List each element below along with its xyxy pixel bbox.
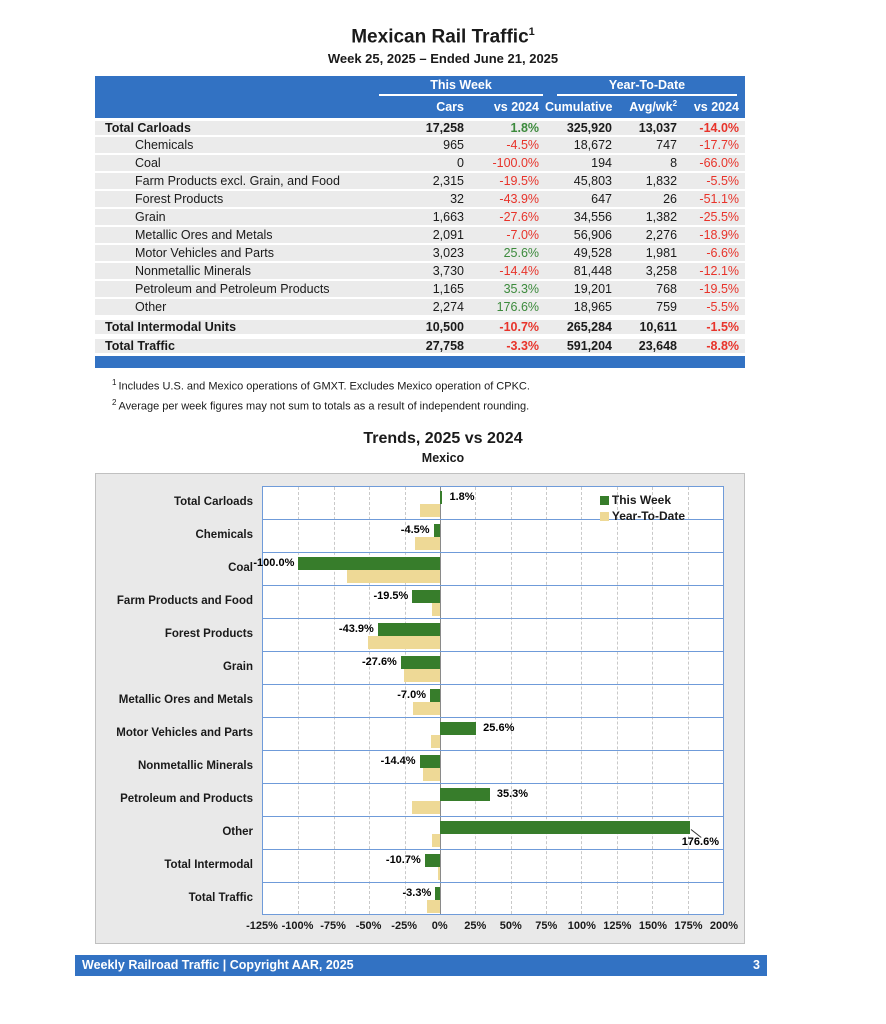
bar-year-to-date	[423, 768, 440, 781]
table-row: Total Carloads 17,258 1.8% 325,920 13,037 -14.0%	[95, 118, 745, 137]
bar-year-to-date	[427, 900, 439, 913]
bar-this-week	[435, 887, 440, 900]
x-tick-label: -25%	[391, 919, 417, 932]
x-tick-label: -50%	[355, 919, 382, 932]
x-tick-label: 125%	[603, 919, 632, 932]
column-header-ytd-vs-2024: vs 2024	[683, 98, 745, 118]
chart-category-label: Farm Products and Food	[116, 595, 253, 608]
traffic-table-section	[95, 76, 745, 368]
bar-value-label: -100.0%	[253, 556, 295, 569]
footer-text: Weekly Railroad Traffic | Copyright AAR, 2025	[82, 958, 354, 973]
chart-band	[253, 553, 723, 586]
table-row: Forest Products 32 -43.9% 647 26 -51.1%	[95, 191, 745, 209]
bar-year-to-date	[432, 603, 440, 616]
bar-year-to-date	[347, 570, 440, 583]
table-row: Metallic Ores and Metals 2,091 -7.0% 56,906 2,276 -18.9%	[95, 227, 745, 245]
bar-value-label: -3.3%	[402, 886, 432, 899]
column-header-avg-per-week: Avg/$wk^2$	[618, 98, 683, 118]
chart-plot-area	[253, 486, 724, 915]
table-row: Total Traffic 27,758 -3.3% 591,204 23,648 -8.8%	[95, 336, 745, 355]
bar-value-label: -43.9%	[338, 622, 374, 635]
chart-band	[263, 685, 723, 718]
header-spacer	[95, 98, 375, 118]
chart-category-label: Forest Products	[164, 628, 253, 641]
page-title-text: Mexican Rail Traffic	[351, 26, 529, 48]
table-row: Farm Products excl. Grain, and Food 2,315 -19.5% 45,803 1,832 -5.5%	[95, 173, 745, 191]
chart-category-label: Total Traffic	[188, 892, 253, 905]
chart-subtitle: Mexico	[421, 450, 465, 465]
year-to-date-swatch	[600, 512, 609, 521]
traffic-table	[95, 76, 745, 355]
bar-year-to-date	[438, 867, 440, 880]
chart-band	[263, 784, 723, 817]
x-tick-label: -100%	[281, 919, 314, 932]
table-row: Petroleum and Petroleum Products 1,165 35.3% 19,201 768 -19.5%	[95, 281, 745, 299]
footnote-2: $^2$ Average per week figures may not sum to totals as a result of independent rounding.	[112, 397, 530, 413]
bar-value-label: -19.5%	[373, 589, 409, 602]
bar-year-to-date	[415, 537, 440, 550]
chart-band	[263, 520, 723, 553]
page-title	[351, 26, 535, 48]
chart-category-label: Nonmetallic Minerals	[137, 760, 253, 773]
table-row: Nonmetallic Minerals 3,730 -14.4% 81,448 3,258 -12.1%	[95, 263, 745, 281]
page-footer	[75, 955, 767, 976]
x-tick-label: 0%	[431, 919, 448, 932]
chart-category-label: Coal	[228, 562, 253, 575]
table-bottom-bar	[95, 356, 745, 368]
table-row: Other 2,274 176.6% 18,965 759 -5.5%	[95, 299, 745, 317]
chart-band	[263, 751, 723, 784]
x-tick-label: 175%	[674, 919, 703, 932]
x-tick-label: 25%	[464, 919, 487, 932]
bar-year-to-date	[431, 735, 440, 748]
bar-year-to-date	[420, 504, 440, 517]
bar-value-label: 35.3%	[496, 787, 529, 800]
bar-this-week	[420, 755, 440, 768]
chart-category-labels	[96, 486, 262, 915]
bar-this-week	[425, 854, 440, 867]
table-row: Grain 1,663 -27.6% 34,556 1,382 -25.5%	[95, 209, 745, 227]
bar-this-week	[440, 491, 443, 504]
chart-category-label: Total Intermodal	[164, 859, 253, 872]
chart-category-label: Grain	[222, 661, 253, 674]
x-tick-label: 200%	[709, 919, 739, 932]
bar-year-to-date	[413, 702, 440, 715]
bar-this-week	[298, 557, 440, 570]
bar-this-week	[412, 590, 440, 603]
column-header-this-week-vs-2024: vs 2024	[470, 98, 545, 118]
chart-category-label: Motor Vehicles and Parts	[116, 727, 253, 740]
header-spacer	[95, 76, 375, 98]
trends-chart	[95, 473, 745, 944]
chart-category-label: Petroleum and Products	[120, 793, 253, 806]
bar-value-label: -4.5%	[400, 523, 430, 536]
table-row: Total Intermodal Units 10,500 -10.7% 265,284 10,611 -1.5%	[95, 317, 745, 336]
x-tick-label: -125%	[246, 919, 278, 932]
chart-legend	[600, 492, 685, 524]
bar-this-week	[434, 524, 440, 537]
bar-this-week	[401, 656, 440, 669]
this-week-swatch	[600, 496, 609, 505]
bar-year-to-date	[368, 636, 440, 649]
chart-band	[263, 817, 723, 850]
legend-label-ytd: Year-To-Date	[611, 509, 685, 524]
bar-value-label: -27.6%	[361, 655, 397, 668]
legend-item-ytd	[600, 508, 685, 524]
bar-value-label: 25.6%	[483, 721, 515, 734]
chart-band	[263, 619, 723, 652]
x-tick-label: -75%	[320, 919, 346, 932]
column-header-cars: Cars	[375, 98, 470, 118]
bar-year-to-date	[412, 801, 440, 814]
header-group-year-to-date: Year-To-Date	[545, 76, 745, 98]
legend-item-this-week	[600, 492, 685, 508]
chart-title: Trends, 2025 vs 2024	[363, 429, 523, 447]
chart-band	[263, 586, 723, 619]
legend-label-this-week: This Week	[611, 492, 671, 507]
header-group-this-week: This Week	[375, 76, 545, 98]
bar-this-week	[440, 788, 490, 801]
bar-value-label: 176.6%	[681, 835, 719, 848]
x-tick-label: 50%	[499, 919, 522, 932]
page-title-footnote-marker: 1	[528, 26, 535, 38]
bar-this-week	[378, 623, 440, 636]
footnotes	[112, 377, 886, 416]
avgwk-footnote-marker: 2	[672, 99, 678, 109]
chart-x-axis	[246, 915, 739, 935]
chart-band	[263, 883, 723, 916]
bar-value-label: 1.8%	[449, 490, 475, 503]
report-header	[0, 0, 886, 66]
chart-category-label: Metallic Ores and Metals	[118, 694, 253, 707]
table-row: Coal 0 -100.0% 194 8 -66.0%	[95, 155, 745, 173]
bar-year-to-date	[404, 669, 440, 682]
bar-value-label: -14.4%	[380, 754, 416, 767]
chart-category-label: Chemicals	[195, 529, 253, 542]
bar-this-week	[440, 821, 690, 834]
chart-category-label: Total Carloads	[173, 496, 253, 509]
x-tick-label: 75%	[535, 919, 558, 932]
x-tick-label: 150%	[638, 919, 667, 932]
page-subtitle: Week 25, 2025 – Ended June 21, 2025	[327, 51, 559, 67]
footnote-1: $^1$ Includes U.S. and Mexico operations of GMXT. Excludes Mexico operation of CPKC.	[112, 378, 530, 394]
footer-page-number: 3	[753, 958, 760, 973]
column-header-cumulative: Cumulative	[545, 98, 618, 118]
bar-this-week	[440, 722, 476, 735]
table-row: Motor Vehicles and Parts 3,023 25.6% 49,528 1,981 -6.6%	[95, 245, 745, 263]
chart-band	[263, 850, 723, 883]
chart-band	[263, 718, 723, 751]
bar-value-label: -7.0%	[397, 688, 426, 701]
x-tick-label: 100%	[567, 919, 596, 932]
table-row: Chemicals 965 -4.5% 18,672 747 -17.7%	[95, 137, 745, 155]
chart-band	[263, 652, 723, 685]
bar-this-week	[430, 689, 440, 702]
chart-category-label: Other	[222, 826, 253, 839]
bar-value-label: -10.7%	[385, 853, 421, 866]
bar-year-to-date	[432, 834, 440, 847]
